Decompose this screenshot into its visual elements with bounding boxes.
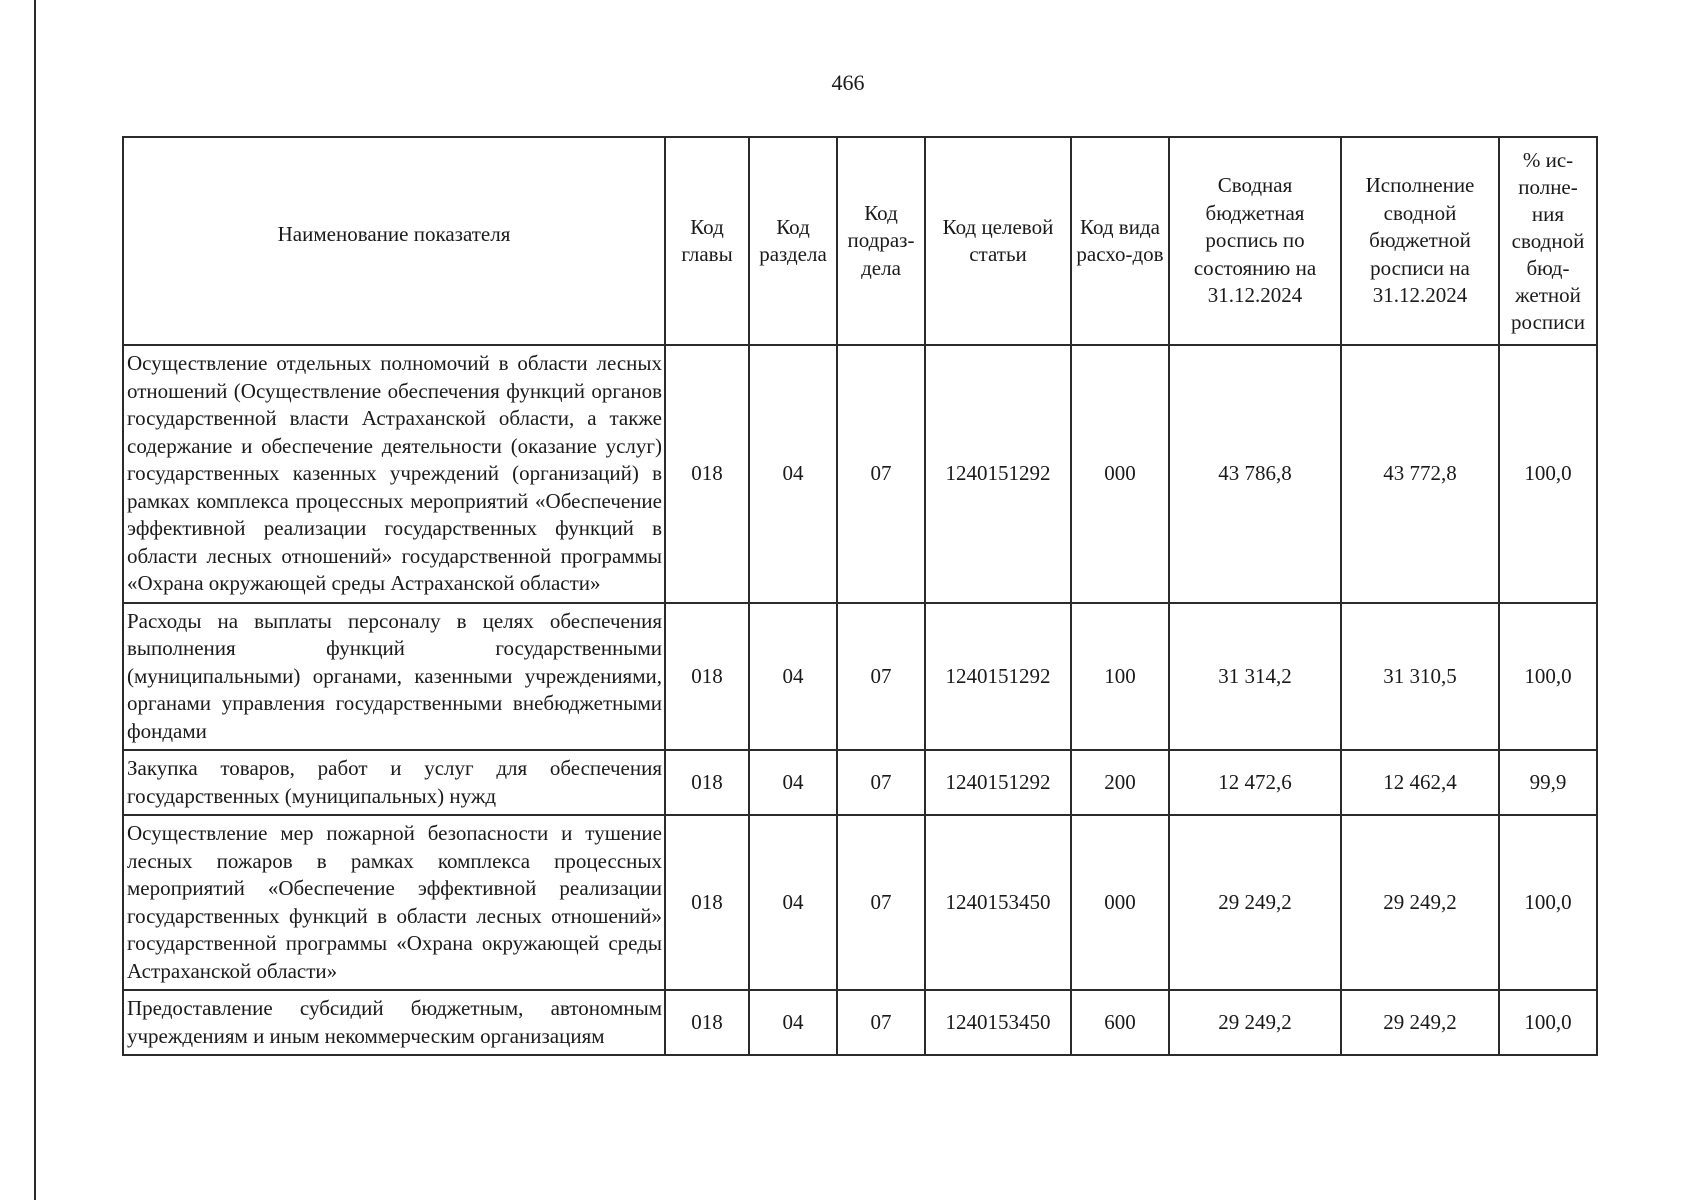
header-subsection-code: Код подраз-дела (837, 137, 925, 345)
page-number: 466 (831, 70, 865, 95)
row-subsection-code: 07 (837, 750, 925, 815)
header-name: Наименование показателя (123, 137, 665, 345)
row-expense-type-code: 000 (1071, 345, 1169, 603)
row-target-code: 1240151292 (925, 750, 1071, 815)
row-name: Предоставление субсидий бюджетным, автономным учреждениям и иным некоммерческим организациям (123, 990, 665, 1055)
row-section-code: 04 (749, 815, 837, 990)
header-section-code: Код раздела (749, 137, 837, 345)
row-plan: 29 249,2 (1169, 815, 1341, 990)
row-plan: 31 314,2 (1169, 603, 1341, 751)
row-expense-type-code: 200 (1071, 750, 1169, 815)
row-percent: 100,0 (1499, 990, 1597, 1055)
row-actual: 43 772,8 (1341, 345, 1499, 603)
row-chapter-code: 018 (665, 990, 749, 1055)
row-plan: 29 249,2 (1169, 990, 1341, 1055)
header-expense-type-code: Код вида расхо-дов (1071, 137, 1169, 345)
header-row (123, 137, 1597, 345)
budget-table (122, 136, 1598, 1056)
row-name: Осуществление отдельных полномочий в области лесных отношений (Осуществление обеспечения функций органов государственной власти Астраханской области, а также содержание и обеспечение деятельности (оказание услуг) государственных казенных учреждений (организаций) в рамках комплекса процессных мероприятий «Обеспечение эффективной реализации государственных функций в области лесных отношений» государственной программы «Охрана окружающей среды Астраханской области» (123, 345, 665, 603)
table-header (123, 137, 1597, 345)
row-percent: 100,0 (1499, 345, 1597, 603)
row-actual: 29 249,2 (1341, 815, 1499, 990)
row-section-code: 04 (749, 990, 837, 1055)
row-chapter-code: 018 (665, 345, 749, 603)
row-plan: 43 786,8 (1169, 345, 1341, 603)
row-chapter-code: 018 (665, 603, 749, 751)
row-section-code: 04 (749, 345, 837, 603)
row-actual: 12 462,4 (1341, 750, 1499, 815)
row-actual: 31 310,5 (1341, 603, 1499, 751)
row-plan: 12 472,6 (1169, 750, 1341, 815)
row-target-code: 1240153450 (925, 990, 1071, 1055)
row-expense-type-code: 100 (1071, 603, 1169, 751)
row-expense-type-code: 600 (1071, 990, 1169, 1055)
header-chapter-code: Код главы (665, 137, 749, 345)
row-subsection-code: 07 (837, 990, 925, 1055)
header-plan: Сводная бюджетная роспись по состоянию на 31.12.2024 (1169, 137, 1341, 345)
row-name: Осуществление мер пожарной безопасности и тушение лесных пожаров в рамках комплекса процессных мероприятий «Обеспечение эффективной реализации государственных функций в области лесных отношений» государственной программы «Охрана окружающей среды Астраханской области» (123, 815, 665, 990)
row-actual: 29 249,2 (1341, 990, 1499, 1055)
row-target-code: 1240153450 (925, 815, 1071, 990)
row-chapter-code: 018 (665, 750, 749, 815)
table-body (123, 345, 1597, 1055)
row-section-code: 04 (749, 603, 837, 751)
row-target-code: 1240151292 (925, 603, 1071, 751)
row-section-code: 04 (749, 750, 837, 815)
row-percent: 99,9 (1499, 750, 1597, 815)
row-target-code: 1240151292 (925, 345, 1071, 603)
table-row (123, 815, 1597, 990)
row-name: Закупка товаров, работ и услуг для обеспечения государственных (муниципальных) нужд (123, 750, 665, 815)
row-expense-type-code: 000 (1071, 815, 1169, 990)
header-target-code: Код целевой статьи (925, 137, 1071, 345)
row-subsection-code: 07 (837, 815, 925, 990)
row-subsection-code: 07 (837, 603, 925, 751)
table-row (123, 990, 1597, 1055)
table-row (123, 750, 1597, 815)
row-percent: 100,0 (1499, 815, 1597, 990)
binding-line (34, 0, 36, 1200)
table-row (123, 603, 1597, 751)
row-subsection-code: 07 (837, 345, 925, 603)
row-percent: 100,0 (1499, 603, 1597, 751)
header-percent: % ис-полне-ния сводной бюд-жетной росписи (1499, 137, 1597, 345)
header-actual: Исполнение сводной бюджетной росписи на 31.12.2024 (1341, 137, 1499, 345)
row-chapter-code: 018 (665, 815, 749, 990)
row-name: Расходы на выплаты персоналу в целях обеспечения выполнения функций государственными (муниципальными) органами, казенными учреждениями, органами управления государственными внебюджетными фондами (123, 603, 665, 751)
table-row (123, 345, 1597, 603)
